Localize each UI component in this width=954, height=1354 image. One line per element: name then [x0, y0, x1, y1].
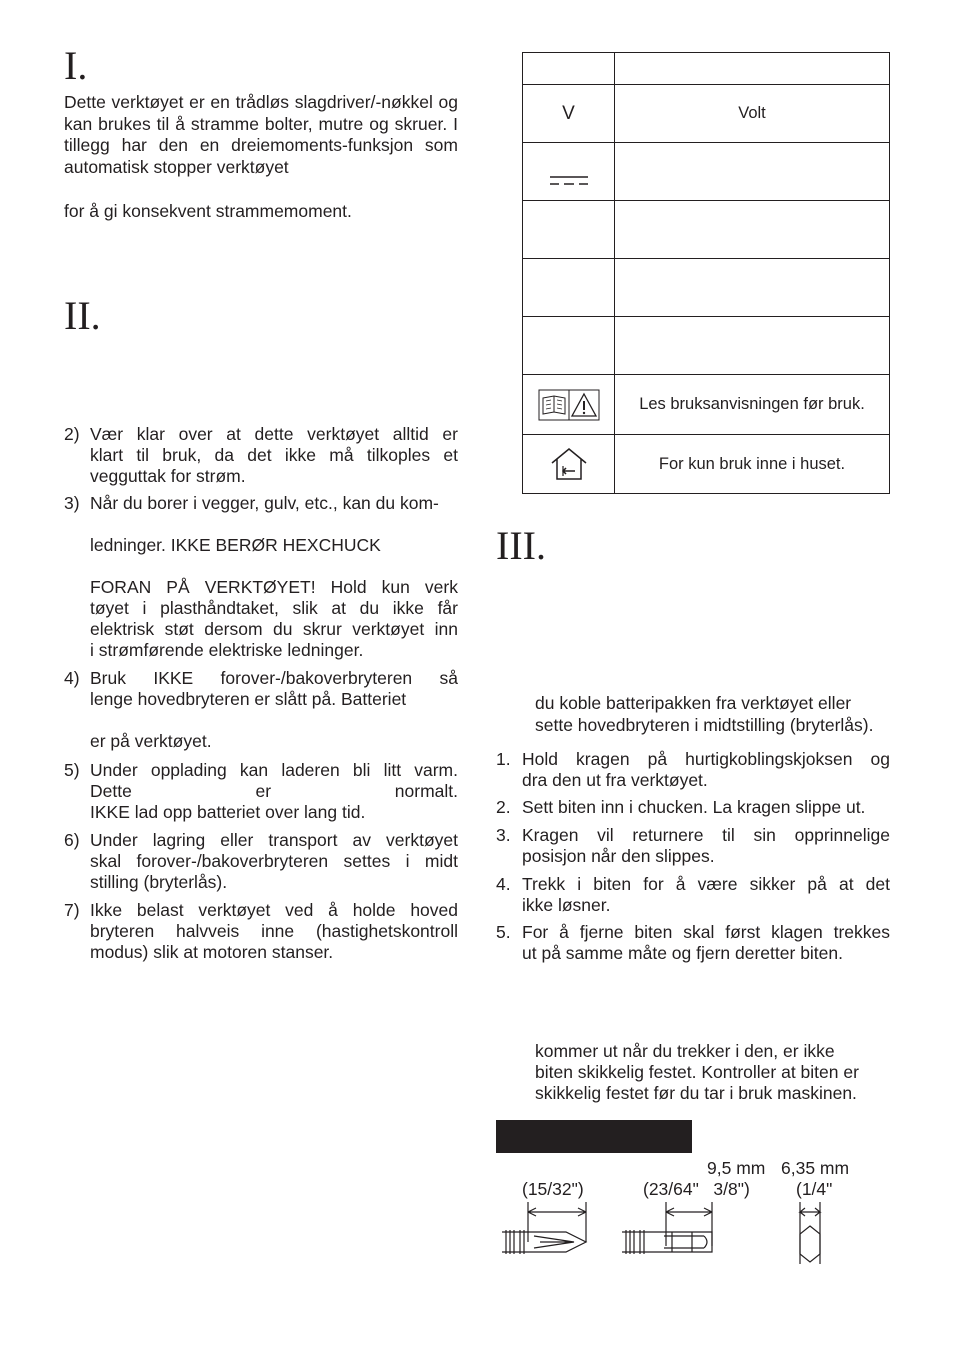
table-row	[523, 143, 890, 201]
item-line: Når du borer i vegger, gulv, etc., kan du kom-	[90, 493, 439, 513]
item-line: Bruk IKKE forover-/bakoverbryteren så	[90, 668, 458, 688]
meaning-cell: For kun bruk inne i huset.	[615, 435, 890, 494]
symbol-cell	[523, 317, 615, 375]
item-line: modus) slik at motoren stanser.	[90, 942, 334, 962]
bit-3-metric-dim: 6,35 mm	[781, 1158, 850, 1178]
symbol-cell	[523, 53, 615, 85]
meaning-cell	[615, 201, 890, 259]
table-row	[523, 53, 890, 85]
item-line: posisjon når den slippes.	[522, 846, 715, 866]
item-line: lenge hovedbryteren er slått på. Batteriet	[90, 689, 407, 709]
table-row	[523, 375, 890, 435]
item-line: Under opplading kan laderen bli litt varm.	[90, 760, 458, 780]
item-line: bryteren halvveis inne (hastighetskontroll	[90, 921, 458, 941]
item-number: 3.	[496, 825, 511, 845]
meaning-cell	[615, 259, 890, 317]
item-line: stilling (bryterlås).	[90, 872, 228, 892]
item-number: 1.	[496, 749, 511, 769]
item-line: i strømførende elektriske ledninger.	[90, 640, 364, 660]
section-3-note-line: biten skikkelig festet. Kontroller at biten er	[535, 1062, 859, 1082]
item-line: Trekk i biten for å være sikker på at det	[522, 874, 890, 894]
symbol-cell: V	[523, 85, 615, 143]
item-number: 5.	[496, 922, 511, 942]
item-line: ikke løsner.	[522, 895, 611, 915]
section-3-heading: III.	[496, 523, 546, 568]
section-3-intro-line: sette hovedbryteren i midtstilling (bryterlås).	[535, 715, 874, 735]
read-manual-icon	[538, 389, 600, 421]
meaning-cell	[615, 317, 890, 375]
item-line: Sett biten inn i chucken. La kragen slippe ut.	[522, 797, 866, 817]
item-line: vegguttak for strøm.	[90, 466, 246, 486]
table-row	[523, 201, 890, 259]
item-number: 4.	[496, 874, 511, 894]
symbol-cell	[523, 201, 615, 259]
bit-1-drawing	[502, 1202, 586, 1254]
symbol-cell	[523, 143, 615, 201]
item-line: klart til bruk, da det ikke må tilkoples et	[90, 445, 458, 465]
item-number: 7)	[64, 900, 80, 920]
item-number: 4)	[64, 668, 80, 688]
item-number: 2)	[64, 424, 80, 444]
symbol-cell	[523, 259, 615, 317]
item-line: ledninger. IKKE BERØR HEXCHUCK	[90, 535, 381, 555]
section-1-paragraph-end: for å gi konsekvent strammemoment.	[64, 201, 352, 221]
item-line: elektrisk støt dersom du skrur verktøyet inn	[90, 619, 458, 639]
meaning-cell: Volt	[615, 85, 890, 143]
bit-3-drawing	[800, 1202, 820, 1264]
bit-3-dim: (1/4"	[796, 1179, 833, 1199]
table-row	[523, 317, 890, 375]
symbol-cell	[523, 375, 615, 435]
item-line: Ikke belast verktøyet ved å holde hoved	[90, 900, 458, 920]
item-number: 5)	[64, 760, 80, 780]
table-row	[523, 85, 890, 143]
meaning-cell: Les bruksanvisningen før bruk.	[615, 375, 890, 435]
dc-icon	[549, 174, 589, 188]
bit-2-drawing	[622, 1202, 712, 1254]
item-line: Dette er normalt.	[90, 781, 458, 801]
item-line: dra den ut fra verktøyet.	[522, 770, 708, 790]
bit-2-dim: (23/64" 3/8")	[643, 1179, 750, 1199]
item-line: IKKE lad opp batteriet over lang tid.	[90, 802, 366, 822]
bit-2-metric-dim: 9,5 mm	[707, 1158, 766, 1178]
item-line: Vær klar over at dette verktøyet alltid er	[90, 424, 458, 444]
item-line: Kragen vil returnere til sin opprinnelige	[522, 825, 890, 845]
item-number: 6)	[64, 830, 80, 850]
bit-1-dim: (15/32")	[522, 1179, 584, 1199]
item-line: FORAN PÅ VERKTØYET! Hold kun verk	[90, 577, 458, 597]
black-heading-bar	[496, 1120, 692, 1153]
indoor-use-icon	[549, 446, 589, 482]
table-row	[523, 435, 890, 494]
item-line: skal forover-/bakoverbryteren settes i midt	[90, 851, 458, 871]
section-1-heading: I.	[64, 43, 88, 88]
item-line: Under lagring eller transport av verktøyet	[90, 830, 458, 850]
item-line: tøyet i plasthåndtaket, slik at du ikke får	[90, 598, 458, 618]
item-number: 2.	[496, 797, 511, 817]
item-number: 3)	[64, 493, 80, 513]
item-line: er på verktøyet.	[90, 731, 212, 751]
section-3-intro-line: du koble batteripakken fra verktøyet eller	[535, 693, 852, 713]
table-row	[523, 259, 890, 317]
item-line: ut på samme måte og fjern deretter biten.	[522, 943, 843, 963]
section-3-note-line: kommer ut når du trekker i den, er ikke	[535, 1041, 835, 1061]
bit-diagrams	[496, 1198, 836, 1270]
symbols-table	[522, 52, 890, 494]
section-2-heading: II.	[64, 293, 101, 338]
section-3-note-line: skikkelig festet før du tar i bruk maskinen.	[535, 1083, 857, 1103]
meaning-cell	[615, 53, 890, 85]
symbol-cell	[523, 435, 615, 494]
item-line: Hold kragen på hurtigkoblingskjoksen og	[522, 749, 890, 769]
meaning-cell	[615, 143, 890, 201]
item-line: For å fjerne biten skal først klagen trekkes	[522, 922, 890, 942]
section-1-paragraph: Dette verktøyet er en trådløs slagdriver/-nøkkel og kan brukes til å stramme bolter, mutre og skruer. I tillegg har den en dreiemoments-funksjon som automatisk stopper verktøyet	[64, 92, 458, 177]
